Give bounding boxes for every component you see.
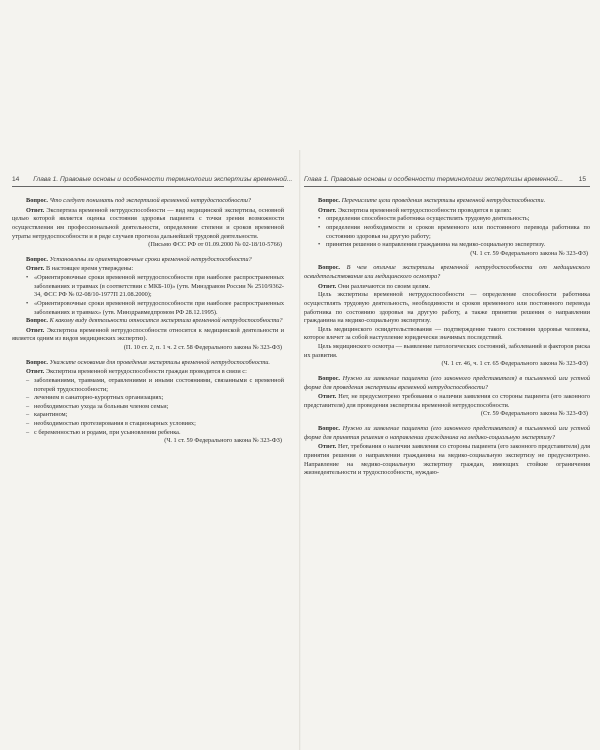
- right-page-number: 15: [578, 176, 586, 183]
- answer-text: Нет, не предусмотрено требования о наличии заявления со стороны пациента (его законного представителя) для проведения экспертизы временной нетрудоспособности.: [304, 393, 590, 409]
- list-item: • принятия решения о направлении гражданина на медико-социальную экспертизу.: [318, 241, 590, 250]
- list-item: • «Ориентировочные сроки временной нетрудоспособности при наиболее распространенных заболеваниях и травмах (в соответствии с МКБ-10)» (утв. Минздравом России № 2510/9362-34, ФСС РФ № 02-08/10-1977П 21.08.2000);: [26, 274, 284, 300]
- question-label: Вопрос.: [26, 255, 48, 263]
- answer-label: Ответ.: [26, 265, 45, 273]
- question: [12, 317, 284, 326]
- question: [304, 197, 590, 206]
- right-running-head: [304, 176, 590, 183]
- legal-source: (Письмо ФСС РФ от 01.09.2000 № 02-18/10-5766): [148, 241, 282, 249]
- right-header-rule: [304, 186, 590, 187]
- paragraph: Цель медицинского осмотра — выявление патологических состояний, заболеваний и факторов риска их развития.: [304, 343, 590, 359]
- list-item: – карантином;: [26, 411, 284, 420]
- answer: [12, 327, 284, 344]
- question: [12, 197, 284, 206]
- list-item: • определения способности работника осуществлять трудовую деятельность;: [318, 215, 590, 224]
- answer: [304, 207, 590, 216]
- answer-label: Ответ.: [318, 206, 337, 214]
- question: [304, 375, 590, 392]
- answer-label: Ответ.: [26, 326, 45, 334]
- answer-text: В настоящее время утверждены:: [45, 265, 134, 273]
- question-text: В чем отличие экспертизы временной нетрудоспособности от медицинского освидетельствования или медицинского осмотра?: [304, 264, 590, 280]
- dash-list: [12, 377, 284, 437]
- answer-label: Ответ.: [318, 282, 337, 290]
- question-text: Нужно ли заявление пациента (его законного представителя) в письменной или устной форме для проведения экспертизы временной нетрудоспособности?: [304, 374, 590, 391]
- right-running-head-text: Глава 1. Правовые основы и особенности терминологии экспертизы временной...: [304, 176, 564, 183]
- answer-text: Экспертиза временной нетрудоспособности проводится в целях:: [337, 206, 512, 214]
- question: [12, 359, 284, 368]
- left-header-rule: [12, 186, 284, 187]
- answer-text: Экспертиза временной нетрудоспособности относится к медицинской деятельности и является одним из видов медицинских экспертиз).: [12, 326, 285, 343]
- answer-text: Они различаются по своим целям.: [337, 282, 431, 290]
- answer: [304, 443, 590, 478]
- question-text: Что следует понимать под экспертизой временной нетрудоспособности?: [49, 197, 252, 204]
- list-item: – с беременностью и родами, при усыновлении ребенка.: [26, 429, 284, 438]
- question-text: К какому виду деятельности относится экспертиза временной нетрудоспособности?: [49, 317, 283, 325]
- question-label: Вопрос.: [26, 358, 48, 366]
- legal-source: (П. 10 ст. 2, п. 1 ч. 2 ст. 58 Федерального закона № 323-ФЗ): [123, 344, 282, 351]
- question-label: Вопрос.: [26, 317, 48, 325]
- question-label: Вопрос.: [318, 374, 340, 382]
- question: [304, 264, 590, 281]
- left-running-head-text: Глава 1. Правовые основы и особенности терминологии экспертизы временной...: [33, 176, 293, 183]
- answer-label: Ответ.: [26, 368, 45, 376]
- answer-text: Нет, требования о наличии заявления со стороны пациента (его законного представителя) для принятия решения о направлении гражданина на медико-социальную экспертизу не предусмотрено. Направление на медико-социальную экспертизу граждан, имеющих стойкие ограничения жизнедеятельности и трудоспособности, нуждаю-: [304, 443, 591, 477]
- answer: [304, 393, 590, 410]
- answer-text: Экспертиза временной нетрудоспособности граждан проводится в связи с:: [45, 368, 247, 376]
- question-label: Вопрос.: [318, 425, 340, 432]
- left-page-content: [12, 197, 284, 452]
- answer-label: Ответ.: [26, 206, 45, 214]
- legal-source: (Ч. 1 ст. 59 Федерального закона № 323-ФЗ): [164, 437, 282, 445]
- question: [304, 425, 590, 442]
- answer: [304, 283, 590, 292]
- answer: [12, 368, 284, 377]
- paragraph: Цель медицинского освидетельствования — подтверждение такого состояния здоровья человека, которое влечет за собой наступление юридически значимых последствий.: [304, 325, 590, 342]
- list-item: • определения необходимости и сроков временного или постоянного перевода работника по состоянию здоровья на другую работу;: [318, 224, 590, 241]
- legal-source: (Ст. 59 Федерального закона № 323-ФЗ): [480, 410, 588, 418]
- answer-label: Ответ.: [318, 393, 337, 401]
- question: [12, 256, 284, 265]
- left-page-number: 14: [12, 176, 20, 183]
- question-text: Укажите основания для проведения экспертизы временной нетрудоспособности.: [49, 358, 271, 366]
- question-label: Вопрос.: [318, 264, 340, 272]
- legal-source: (Ч. 1 ст. 59 Федерального закона № 323-ФЗ): [470, 249, 588, 257]
- list-item: – лечением в санаторно-курортных организациях;: [26, 394, 284, 403]
- question-text: Нужно ли заявление пациента (его законного представителя) в письменной или устной форме для принятия решения о направлении гражданина на медико-социальную экспертизу?: [304, 425, 590, 441]
- page-gutter: [299, 150, 301, 750]
- question-text: Перечислите цели проведения экспертизы временной нетрудоспособности.: [341, 197, 546, 204]
- answer-text: Экспертиза временной нетрудоспособности — вид медицинской экспертизы, основной целью которой является оценка состояния здоровья пациента с точки зрения возможности осуществления им профессиональной деятельности, определение степени и сроков временной утраты нетрудоспособности и в ряде случаев прогноза дальнейшей трудовой деятельности.: [12, 206, 284, 240]
- list-item: – необходимостью протезирования в стационарных условиях;: [26, 420, 284, 429]
- paragraph: Цель экспертизы временной нетрудоспособности — определение способности работника осуществлять трудовую деятельность, необходимости и сроков временного или постоянного перевода работника по состоянию здоровья на другую работу, а также принятия решения о направлении гражданина на медико-социальную экспертизу.: [304, 291, 590, 325]
- list-item: – необходимостью ухода за больным членом семьи;: [26, 403, 284, 412]
- bullet-list: [12, 274, 284, 317]
- answer-label: Ответ.: [318, 443, 337, 451]
- list-item: • «Ориентировочные сроки временной нетрудоспособности при наиболее распространенных заболеваниях и травмах» (утв. Минздравмедпромом РФ 28.12.1995).: [26, 300, 284, 317]
- question-label: Вопрос.: [318, 197, 340, 204]
- right-page-content: [304, 197, 590, 478]
- left-running-head: [12, 176, 296, 183]
- legal-source: (Ч. 1 ст. 46, ч. 1 ст. 65 Федерального закона № 323-ФЗ): [441, 360, 588, 368]
- answer: [12, 265, 284, 274]
- question-label: Вопрос.: [26, 197, 48, 204]
- bullet-list: [304, 215, 590, 250]
- list-item: – заболеваниями, травмами, отравлениями и иными состояниями, связанными с временной потерей трудоспособности;: [26, 377, 284, 394]
- answer: [12, 207, 284, 242]
- question-text: Установлены ли ориентировочные сроки временной нетрудоспособности?: [49, 255, 252, 263]
